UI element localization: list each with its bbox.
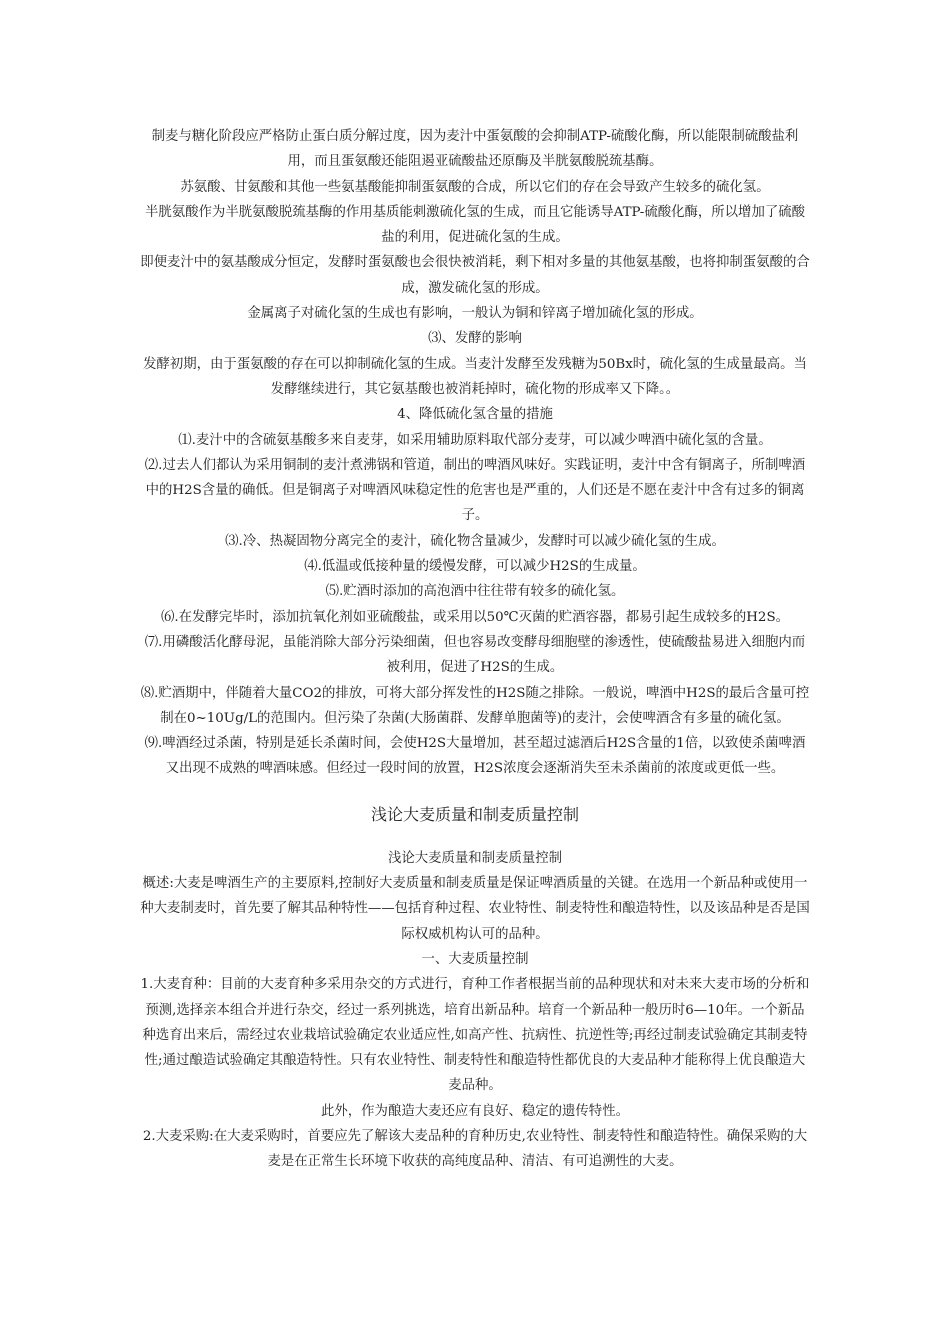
paragraph: 半胱氨酸作为半胱氨酸脱巯基酶的作用基质能刺激硫化氢的生成，而且它能诱导ATP-硫酸化酶，所以增加了硫酸盐的利用，促进硫化氢的生成。 (144, 204, 806, 246)
list-item: ⑷.低温或低接种量的缓慢发酵，可以减少H2S的生成量。 (304, 559, 646, 575)
list-item: ⑵.过去人们都认为采用铜制的麦汁煮沸锅和管道，制出的啤酒风味好。实践证明，麦汁中含有铜离子，所制啤酒中的H2S含量的确低。但是铜离子对啤酒风味稳定性的危害也是严重的，人们还是不愿在麦汁中含有过多的铜离子。 (144, 457, 806, 524)
section-heading: 一、大麦质量控制 (421, 951, 529, 967)
paragraph: 金属离子对硫化氢的生成也有影响，一般认为铜和锌离子增加硫化氢的形成。 (247, 306, 703, 322)
paragraph: 即便麦汁中的氨基酸成分恒定，发酵时蛋氨酸也会很快被消耗，剩下相对多量的其他氨基酸，也将抑制蛋氨酸的合成，激发硫化氢的形成。 (140, 255, 810, 296)
paragraph: 发酵初期，由于蛋氨酸的存在可以抑制硫化氢的生成。当麦汁发酵至发残糖为50Bx时，硫化氢的生成量最高。当发酵继续进行，其它氨基酸也被消耗掉时，硫化物的形成率又下降。。 (143, 356, 807, 397)
list-item: ⑹.在发酵完毕时，添加抗氧化剂如亚硫酸盐，或采用以50℃灭菌的贮酒容器，都易引起生成较多的H2S。 (160, 609, 790, 625)
paragraph: 制麦与糖化阶段应严格防止蛋白质分解过度，因为麦汁中蛋氨酸的会抑制ATP-硫酸化酶，所以能限制硫酸盐利用，而且蛋氨酸还能阻遏亚硫酸盐还原酶及半胱氨酸脱巯基酶。 (151, 129, 799, 170)
paragraph: 1.大麦育种：目前的大麦育种多采用杂交的方式进行，育种工作者根据当前的品种现状和对未来大麦市场的分析和预测,选择亲本组合并进行杂交，经过一系列挑选，培育出新品种。培育一个新品种一般历时6—10年。一个新品种选育出来后，需经过农业栽培试验确定农业适应性,如高产性、抗病性、抗逆性等;再经过制麦试验确定其制麦特性;通过酿造试验确定其酿造特性。只有农业特性、制麦特性和酿造特性都优良的大麦品种才能称得上优良酿造大麦品种。 (140, 977, 810, 1094)
paragraph: 2.大麦采购:在大麦采购时，首要应先了解该大麦品种的育种历史,农业特性、制麦特性和酿造特性。确保采购的大麦是在正常生长环境下收获的高纯度品种、清洁、有可追溯性的大麦。 (142, 1128, 808, 1170)
document-page (140, 124, 810, 1175)
article-title: 浅论大麦质量和制麦质量控制 (370, 804, 579, 824)
paragraph: 概述:大麦是啤酒生产的主要原料,控制好大麦质量和制麦质量是保证啤酒质量的关键。在选用一个新品种或使用一种大麦制麦时，首先要了解其品种特性——包括育种过程、农业特性、制麦特性和酿造特性，以及该品种是否是国际权威机构认可的品种。 (140, 876, 810, 942)
list-item: ⑻.贮酒期中，伴随着大量CO2的排放，可将大部分挥发性的H2S随之排除。一般说，啤酒中H2S的最后含量可控制在0~10Ug/L的范围内。但污染了杂菌(大肠菌群、发酵单胞菌等)的麦汁，会使啤酒含有多量的硫化氢。 (140, 685, 810, 726)
list-item: ⑼.啤酒经过杀菌，特别是延长杀菌时间，会使H2S大量增加，甚至超过滤酒后H2S含量的1倍，以致使杀菌啤酒又出现不成熟的啤酒味感。但经过一段时间的放置，H2S浓度会逐渐消失至未杀菌前的浓度或更低一些。 (144, 736, 806, 777)
article-subtitle: 浅论大麦质量和制麦质量控制 (387, 850, 563, 866)
list-item: ⑴.麦汁中的含硫氨基酸多来自麦芽，如采用辅助原料取代部分麦芽，可以减少啤酒中硫化氢的含量。 (178, 432, 772, 448)
paragraph: 此外，作为酿造大麦还应有良好、稳定的遗传特性。 (321, 1103, 629, 1119)
section-heading: ⑶、发酵的影响 (428, 331, 522, 347)
section-heading: 4、降低硫化氢含量的措施 (397, 407, 553, 423)
list-item: ⑺.用磷酸活化酵母泥，虽能消除大部分污染细菌，但也容易改变酵母细胞壁的渗透性，使硫酸盐易进入细胞内而被利用，促进了H2S的生成。 (144, 634, 806, 676)
paragraph: 苏氨酸、甘氨酸和其他一些氨基酸能抑制蛋氨酸的合成，所以它们的存在会导致产生较多的硫化氢。 (180, 179, 770, 195)
list-item: ⑶.冷、热凝固物分离完全的麦汁，硫化物含量减少，发酵时可以减少硫化氢的生成。 (225, 533, 725, 549)
list-item: ⑸.贮酒时添加的高泡酒中往往带有较多的硫化氢。 (325, 584, 625, 600)
